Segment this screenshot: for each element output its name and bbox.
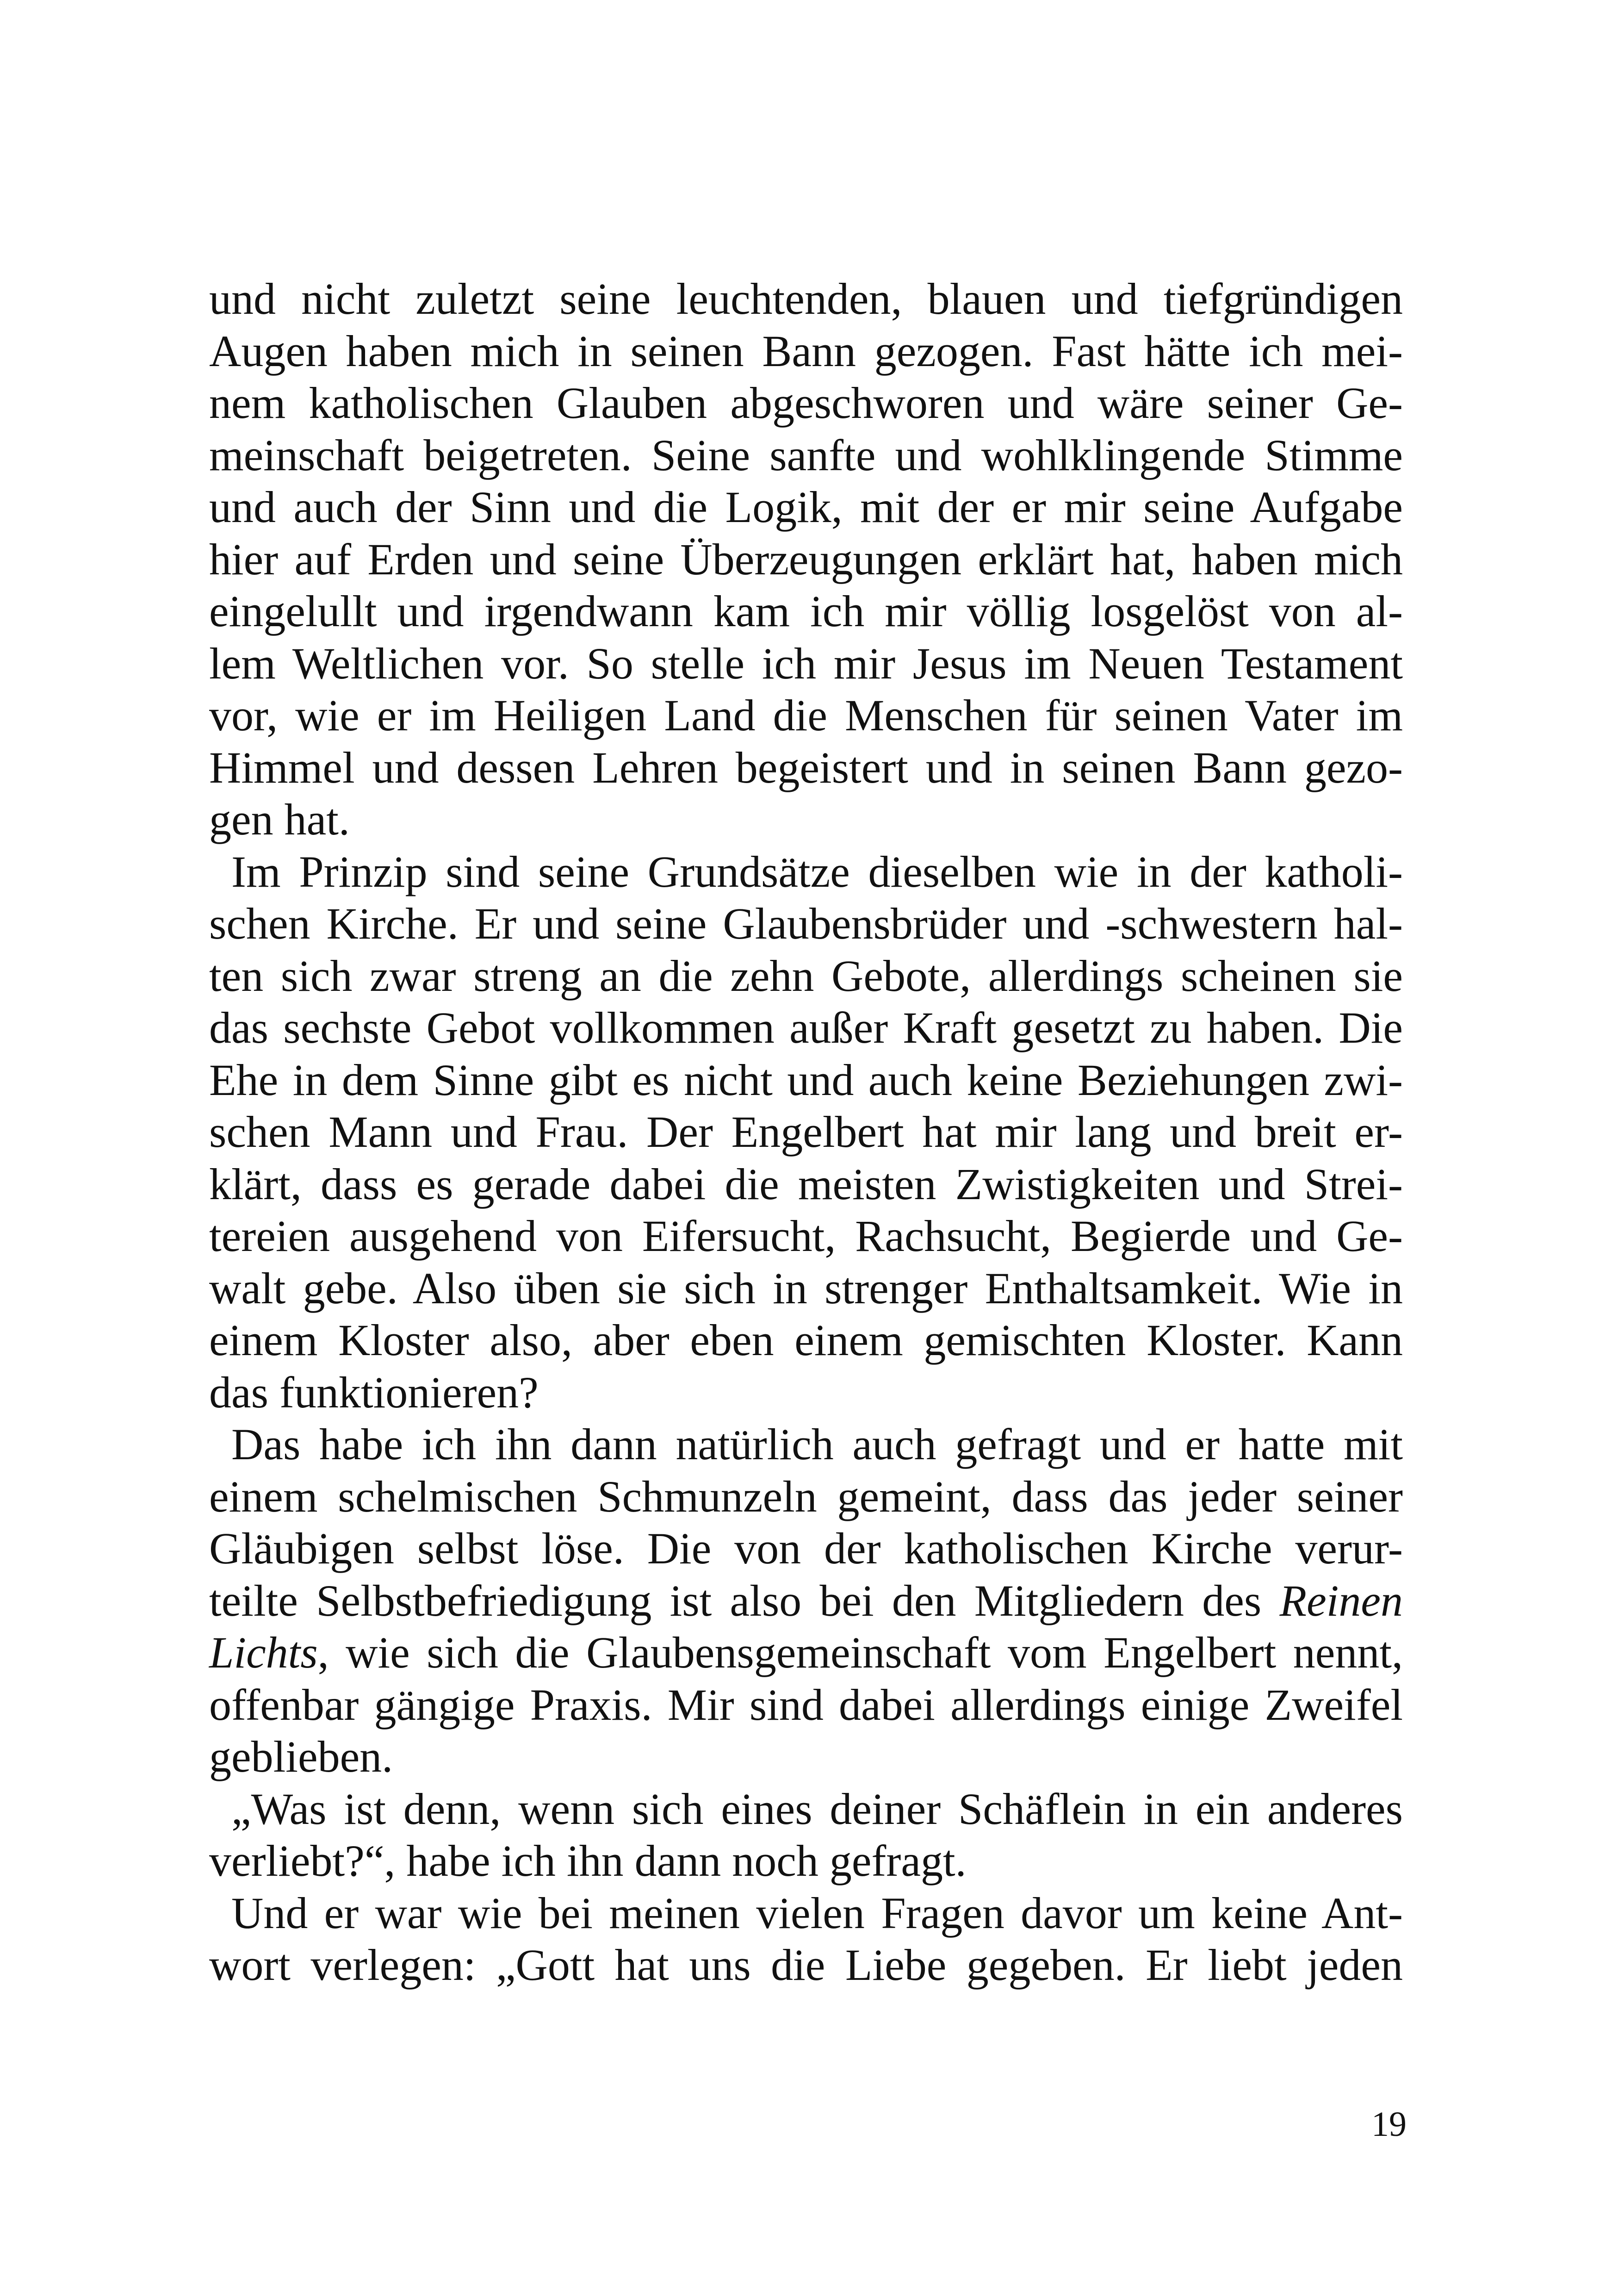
text-line: klärt, dass es gerade dabei die meisten Zwistigkeiten und Strei- [209,1159,1403,1209]
text-line: und auch der Sinn und die Logik, mit der er mir seine Aufgabe [209,482,1403,532]
text-line: nem katholischen Glauben abgeschworen und wäre seiner Ge- [209,378,1403,428]
text-line: das funktionieren? [209,1367,539,1417]
text-line: Das habe ich ihn dann natürlich auch gefragt und er hatte mit [231,1419,1403,1469]
text-span: , wie sich die Glaubensgemeinschaft vom Engelbert nennt, [317,1628,1403,1677]
text-line: gen hat. [209,795,350,844]
text-line: Im Prinzip sind seine Grundsätze dieselben wie in der katholi- [231,846,1403,896]
body-text [209,273,1403,1991]
text-line: Und er war wie bei meinen vielen Fragen davor um keine Ant- [231,1888,1403,1938]
text-line: eingelullt und irgendwann kam ich mir völlig losgelöst von al- [209,586,1403,636]
text-line: tereien ausgehend von Eifersucht, Rachsucht, Begierde und Ge- [209,1211,1403,1261]
text-line: Augen haben mich in seinen Bann gezogen. Fast hätte ich mei- [209,326,1403,376]
text-line: walt gebe. Also üben sie sich in strenger Enthaltsamkeit. Wie in [209,1263,1403,1313]
text-line: ten sich zwar streng an die zehn Gebote, allerdings scheinen sie [209,951,1403,1001]
text-line: Gläubigen selbst löse. Die von der katholischen Kirche verur- [209,1524,1403,1573]
text-line: geblieben. [209,1732,393,1781]
text-line [209,1627,1403,1679]
text-line: schen Kirche. Er und seine Glaubensbrüder und -schwestern hal- [209,899,1403,948]
text-line: das sechste Gebot vollkommen außer Kraft gesetzt zu haben. Die [209,1003,1403,1052]
text-line: vor, wie er im Heiligen Land die Menschen für seinen Vater im [209,691,1403,740]
text-line: lem Weltlichen vor. So stelle ich mir Jesus im Neuen Testament [209,638,1403,688]
italic-text: Lichts [209,1628,318,1677]
text-line: Himmel und dessen Lehren begeistert und in seinen Bann gezo- [209,742,1403,792]
text-line: einem schelmischen Schmunzeln gemeint, dass das jeder seiner [209,1471,1403,1521]
text-line: „Was ist denn, wenn sich eines deiner Schäflein in ein anderes [231,1784,1403,1834]
italic-text: Reinen [1279,1575,1403,1625]
text-line: verliebt?“, habe ich ihn dann noch gefragt. [209,1836,967,1885]
text-line: wort verlegen: „Gott hat uns die Liebe gegeben. Er liebt jeden [209,1940,1403,1990]
text-line: Ehe in dem Sinne gibt es nicht und auch keine Beziehungen zwi- [209,1055,1403,1105]
text-span: teilte Selbstbefriedigung ist also bei den Mitgliedern des [209,1575,1280,1625]
text-line [209,1575,1403,1627]
text-line: einem Kloster also, aber eben einem gemischten Kloster. Kann [209,1315,1403,1365]
text-line: meinschaft beigetreten. Seine sanfte und wohlklingende Stimme [209,430,1403,480]
text-line: schen Mann und Frau. Der Engelbert hat mir lang und breit er- [209,1107,1403,1157]
text-line: und nicht zuletzt seine leuchtenden, blauen und tiefgründigen [209,274,1403,324]
text-line: hier auf Erden und seine Überzeugungen erklärt hat, haben mich [209,534,1403,584]
text-line: offenbar gängige Praxis. Mir sind dabei allerdings einige Zweifel [209,1680,1403,1730]
page-number: 19 [1371,2105,1407,2144]
